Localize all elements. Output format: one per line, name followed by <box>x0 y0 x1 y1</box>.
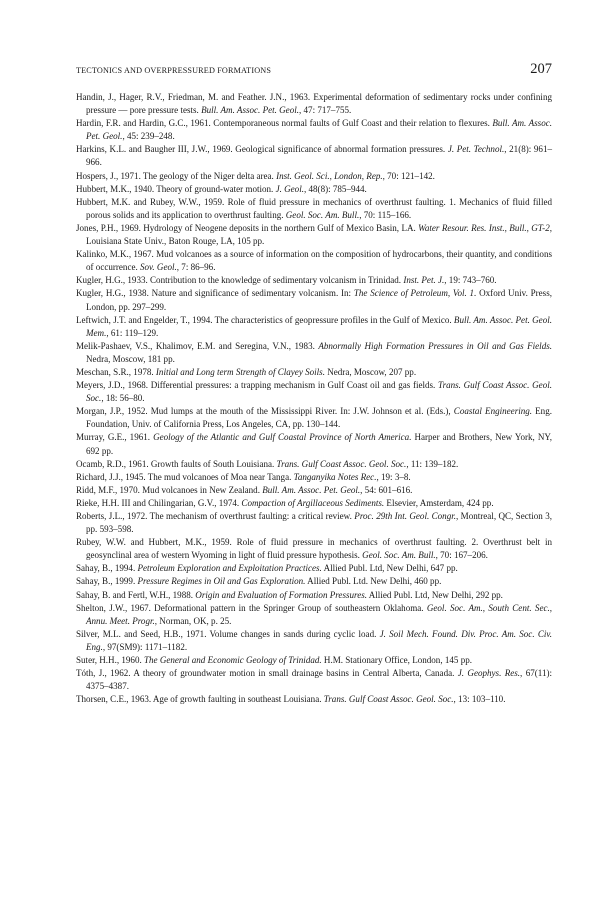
reference-entry <box>76 91 552 117</box>
reference-details: Allied Publ. Ltd, New Delhi, 647 pp. <box>321 563 458 574</box>
reference-text: Richard, J.J., 1945. The mud volcanoes of Moa near Tanga. <box>76 471 294 482</box>
reference-entry <box>76 366 552 379</box>
reference-details: , 19: 3–8. <box>376 471 411 482</box>
reference-text: Harkins, K.L. and Baugher III, J.W., 1969. Geological significance of abnormal formation pressures. <box>76 144 448 155</box>
reference-source: Inst. Geol. Sci., London, Rep. <box>276 170 383 181</box>
reference-text: Ridd, M.F., 1970. Mud volcanoes in New Zealand. <box>76 484 263 495</box>
reference-source: Petroleum Exploration and Exploitation Practices. <box>137 563 322 574</box>
reference-entry <box>76 222 552 248</box>
reference-source: J. Pet. Technol. <box>447 144 505 155</box>
reference-source: Trans. Gulf Coast Assoc. Geol. Soc. <box>323 694 454 705</box>
reference-text: Rieke, H.H. III and Chilingarian, G.V., 1974. <box>76 497 242 508</box>
reference-details: , Louisiana State Univ., Baton Rouge, LA, 105 pp. <box>86 222 552 247</box>
reference-details: , 97(SM9): 1171–1182. <box>102 641 188 652</box>
reference-source: Geol. Soc. Am. Bull. <box>285 209 360 220</box>
reference-details: , 13: 103–110. <box>453 694 506 705</box>
reference-entry <box>76 693 552 706</box>
reference-source: Pressure Regimes in Oil and Gas Exploration. <box>137 576 306 587</box>
running-head <box>76 61 552 81</box>
reference-entry <box>76 170 552 183</box>
reference-text: Handin, J., Hager, R.V., Friedman, M. and Feather. J.N., 1963. Experimental deformation of sedimentary rocks under confining pressure — pore pressure tests. <box>76 92 552 116</box>
reference-text: Ocamb, R.D., 1961. Growth faults of South Louisiana. <box>76 458 277 469</box>
reference-text: Leftwich, J.T. and Engelder, T., 1994. The characteristics of geopressure profiles in the Gulf of Mexico. <box>76 314 454 325</box>
reference-entry <box>76 628 552 654</box>
reference-entry <box>76 196 552 222</box>
reference-source: Compaction of Argillaceous Sediments. <box>241 497 385 508</box>
reference-entry <box>76 589 552 602</box>
reference-details: , 70: 121–142. <box>382 170 435 181</box>
reference-details: Nedra, Moscow, 207 pp. <box>324 366 417 377</box>
reference-details: Eng. Foundation, Univ. of California Press, Los Angeles, CA, pp. 130–144. <box>86 406 552 430</box>
reference-source: Bull. Am. Assoc. Pet. Geol. <box>86 118 552 142</box>
reference-source: Geol. Soc. Am., South Cent. Sec., Annu. Meet. Progr. <box>86 602 552 626</box>
reference-text: Shelton, J.W., 1967. Deformational pattern in the Springer Group of southeastern Oklahoma. <box>76 602 427 613</box>
reference-entry <box>76 183 552 196</box>
reference-source: Origin and Evaluation of Formation Pressures. <box>195 589 367 600</box>
reference-details: , 19: 743–760. <box>444 275 497 286</box>
reference-text: Silver, M.L. and Seed, H.B., 1971. Volume changes in sands during cyclic load. <box>76 628 380 639</box>
reference-entry <box>76 471 552 484</box>
reference-text: Kugler, H.G., 1938. Nature and significance of sedimentary volcanism. In: <box>76 288 354 299</box>
reference-details: , 67(11): 4375–4387. <box>86 668 552 692</box>
reference-entry <box>76 458 552 471</box>
reference-entry <box>76 575 552 588</box>
reference-entry <box>76 274 552 287</box>
reference-text: Sahay, B., 1999. <box>76 576 138 587</box>
reference-details: , 11: 139–182. <box>406 458 459 469</box>
reference-list <box>76 91 552 706</box>
reference-source: Inst. Pet. J. <box>403 275 445 286</box>
reference-text: Hardin, F.R. and Hardin, G.C., 1961. Contemporaneous normal faults of Gulf Coast and their relation to flexures. <box>76 118 493 129</box>
reference-details: Oxford Univ. Press, London, pp. 297–299. <box>86 288 552 312</box>
reference-source: Geology of the Atlantic and Gulf Coastal Province of North America. <box>153 432 412 443</box>
reference-source: Coastal Engineering. <box>453 406 533 417</box>
reference-source: Trans. Gulf Coast Assoc. Geol. Soc. <box>276 458 407 469</box>
reference-entry <box>76 484 552 497</box>
reference-entry <box>76 405 552 431</box>
reference-entry <box>76 379 552 405</box>
running-title: TECTONICS AND OVERPRESSURED FORMATIONS <box>76 66 272 75</box>
reference-source: J. Soil Mech. Found. Div. Proc. Am. Soc. Civ. Eng. <box>86 628 552 652</box>
reference-text: Kalinko, M.K., 1967. Mud volcanoes as a source of information on the composition of hydrocarbons, their quantity, and conditions of occurrence. <box>76 249 552 273</box>
reference-text: Murray, G.E., 1961. <box>76 432 154 443</box>
reference-entry <box>76 654 552 667</box>
reference-entry <box>76 536 552 562</box>
reference-source: Bull. Am. Assoc. Pet. Geol. <box>201 105 299 116</box>
reference-source: The General and Economic Geology of Trinidad. <box>144 655 322 666</box>
reference-entry <box>76 510 552 536</box>
reference-text: Thorsen, C.E., 1963. Age of growth faulting in southeast Louisiana. <box>76 694 324 705</box>
reference-text: Meschan, S.R., 1978. <box>76 366 156 377</box>
reference-details: Allied Publ. Ltd. New Delhi, 460 pp. <box>305 576 442 587</box>
reference-source: Trans. Gulf Coast Assoc. Geol. Soc. <box>86 380 552 404</box>
reference-text: Meyers, J.D., 1968. Differential pressures: a trapping mechanism in Gulf Coast oil and gas fields. <box>76 380 439 391</box>
reference-text: Roberts, J.L., 1972. The mechanism of overthrust faulting: a critical review. <box>76 511 355 521</box>
reference-details: , 70: 167–206. <box>435 550 488 561</box>
reference-source: The Science of Petroleum, Vol. 1. <box>353 288 477 299</box>
reference-entry <box>76 667 552 693</box>
reference-details: Harper and Brothers, New York, NY, 692 pp. <box>86 432 552 456</box>
reference-source: Initial and Long term Strength of Clayey Soils. <box>155 366 325 377</box>
reference-entry <box>76 602 552 628</box>
reference-details: Nedra, Moscow, 181 pp. <box>86 353 175 364</box>
reference-entry <box>76 117 552 143</box>
reference-source: Water Resour. Res. Inst., Bull., GT-2 <box>418 222 550 233</box>
page-number: 207 <box>530 61 552 77</box>
reference-source: Tanganyika Notes Rec. <box>293 471 377 482</box>
reference-text: Sahay, B., 1994. <box>76 563 138 574</box>
reference-source: Bull. Am. Assoc. Pet. Geol. <box>262 484 361 495</box>
reference-entry <box>76 248 552 274</box>
reference-text: Hubbert, M.K. and Rubey, W.W., 1959. Role of fluid pressure in mechanics of overthrust faulting. 1. Mechanics of fluid filled porous solids and its application to overthrust faulting. <box>76 196 552 220</box>
reference-details: Allied Publ. Ltd, New Delhi, 292 pp. <box>367 589 503 600</box>
reference-details: H.M. Stationary Office, London, 145 pp. <box>321 655 472 666</box>
reference-text: Kugler, H.G., 1933. Contribution to the knowledge of sedimentary volcanism in Trinidad. <box>76 275 404 286</box>
reference-source: J. Geophys. Res. <box>457 668 521 679</box>
reference-entry <box>76 562 552 575</box>
reference-text: Melik-Pashaev, V.S., Khalimov, E.M. and Seregina, V.N., 1983. <box>76 340 319 351</box>
reference-source: Abnormally High Formation Pressures in Oil and Gas Fields. <box>318 340 552 351</box>
reference-details: , Norman, OK, p. 25. <box>154 615 232 626</box>
reference-text: Hospers, J., 1971. The geology of the Niger delta area. <box>76 170 277 181</box>
reference-text: Tóth, J., 1962. A theory of groundwater motion in small drainage basins in Central Alberta, Canada. <box>76 668 458 679</box>
reference-text: Morgan, J.P., 1952. Mud lumps at the mouth of the Mississippi River. In: J.W. Johnson et al. (Eds.), <box>76 406 454 417</box>
reference-text: Jones, P.H., 1969. Hydrology of Neogene deposits in the northern Gulf of Mexico Basin, LA. <box>76 222 419 233</box>
reference-details: , 18: 56–80. <box>101 393 145 404</box>
reference-text: Sahay, B. and Fertl, W.H., 1988. <box>76 589 196 600</box>
reference-entry <box>76 143 552 169</box>
reference-source: Geol. Soc. Am. Bull. <box>362 550 436 561</box>
reference-text: Hubbert, M.K., 1940. Theory of ground-water motion. <box>76 183 276 194</box>
reference-details: , 54: 601–616. <box>360 484 413 495</box>
reference-entry <box>76 431 552 457</box>
reference-details: , 45: 239–248. <box>122 131 175 142</box>
reference-details: , 21(8): 961–966. <box>86 144 552 168</box>
reference-details: , 61: 119–129. <box>106 327 159 338</box>
reference-source: Proc. 29th Int. Geol. Congr. <box>354 511 456 521</box>
reference-details: , 47: 717–755. <box>299 105 352 116</box>
reference-source: Bull. Am. Assoc. Pet. Geol. Mem. <box>86 314 552 338</box>
reference-source: J. Geol. <box>275 183 304 194</box>
reference-details: , Montreal, QC, Section 3, pp. 593–598. <box>86 511 552 535</box>
reference-details: Elsevier, Amsterdam, 424 pp. <box>384 497 494 508</box>
reference-details: , 7: 86–96. <box>176 262 216 273</box>
reference-source: Sov. Geol. <box>140 262 177 273</box>
reference-text: Suter, H.H., 1960. <box>76 655 144 666</box>
reference-entry <box>76 314 552 340</box>
reference-text: Rubey, W.W. and Hubbert, M.K., 1959. Role of fluid pressure in mechanics of overthrust faulting. 2. Overthrust belt in geosynclinal area of western Wyoming in light of fluid pressure hypothesis. <box>76 537 552 561</box>
reference-entry <box>76 287 552 313</box>
reference-entry <box>76 340 552 366</box>
reference-details: , 70: 115–166. <box>359 209 412 220</box>
reference-entry <box>76 497 552 510</box>
reference-details: , 48(8): 785–944. <box>303 183 367 194</box>
